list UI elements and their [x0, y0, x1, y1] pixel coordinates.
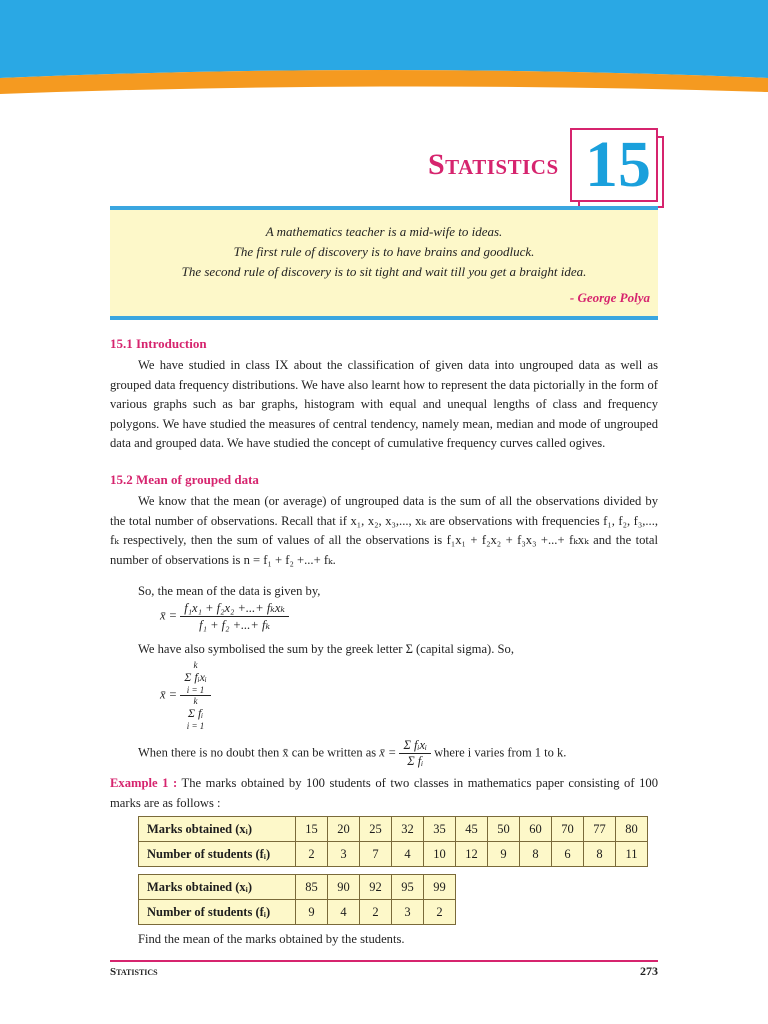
sum-lower-limit: i = 1	[186, 685, 205, 695]
table-cell: 2	[296, 842, 328, 867]
formula-numerator: Σ fᵢxᵢ	[399, 738, 431, 754]
quote-line: A mathematics teacher is a mid-wife to ideas.	[265, 224, 503, 239]
row-head-students: Number of students (fᵢ)	[139, 900, 296, 925]
sigma-formula	[160, 660, 211, 731]
table-cell: 9	[488, 842, 520, 867]
question-line: Find the mean of the marks obtained by the students.	[138, 932, 405, 946]
formula-denominator: f₁ + f₂ +...+ fₖ	[199, 618, 271, 632]
table-cell: 2	[424, 900, 456, 925]
table-cell: 95	[392, 875, 424, 900]
formula-fraction	[180, 660, 211, 731]
short-mean-line	[138, 738, 658, 769]
footer-chapter: Statistics	[110, 966, 158, 978]
chapter-title: Statistics	[428, 148, 559, 181]
formula-lhs: x̄ =	[160, 687, 178, 702]
table-cell: 70	[552, 817, 584, 842]
formula-fraction	[399, 738, 431, 769]
table-cell: 4	[392, 842, 424, 867]
quote-author: - George Polya	[569, 290, 650, 305]
example-text: The marks obtained by 100 students of two classes in mathematics paper consisting of 100 marks are as follows :	[110, 776, 658, 810]
table-cell: 6	[552, 842, 584, 867]
table-cell: 35	[424, 817, 456, 842]
introduction-paragraph	[110, 356, 658, 454]
formula-denominator	[180, 696, 211, 731]
table-cell: 7	[360, 842, 392, 867]
footer-rule	[110, 960, 658, 962]
table-cell: 12	[456, 842, 488, 867]
marks-table-2	[138, 874, 456, 925]
table-row	[139, 817, 648, 842]
quote-line: The first rule of discovery is to have brains and goodluck.	[233, 244, 535, 259]
table-cell: 8	[584, 842, 616, 867]
sum-numerator: Σ fᵢxᵢ	[184, 670, 207, 684]
section-heading-introduction: 15.1 Introduction	[110, 336, 207, 351]
table-cell: 32	[392, 817, 424, 842]
example-paragraph	[110, 774, 658, 813]
table-cell: 9	[296, 900, 328, 925]
quote-box	[110, 206, 658, 320]
table-cell: 25	[360, 817, 392, 842]
section-heading-mean: 15.2 Mean of grouped data	[110, 472, 259, 487]
table-cell: 15	[296, 817, 328, 842]
formula-lhs: x̄ =	[160, 608, 178, 623]
introduction-text: We have studied in class IX about the classification of given data into ungrouped data as well as grouped data frequency distributions. We have also learnt how to represent the data pictorially in the form of various graphs such as bar graphs, histogram with equal and unequal lengths of class and frequency polygons. We have studied the measures of central tendency, namely mean, median and mode of ungrouped data and grouped data. We have studied the concept of cumulative frequency curves called ogives.	[110, 358, 658, 450]
formula-lhs: x̄ =	[379, 745, 397, 760]
table-cell: 99	[424, 875, 456, 900]
table-row	[139, 842, 648, 867]
quote-line: The second rule of discovery is to sit tight and wait till you get a braight idea.	[181, 264, 587, 279]
sum-upper-limit: k	[193, 696, 198, 706]
mean-text: We know that the mean (or average) of ungrouped data is the sum of all the observations divided by the total number of observations. Recall that if x₁, x₂, x₃,..., xₖ are observations with frequencies f₁, f₂, f₃,..., fₖ respectively, then the sum of values of all the observations is f₁x₁ + f₂x₂ + f₃x₃ +...+ fₖxₖ and the total number of observations is n = f₁ + f₂ +...+ fₖ.	[110, 494, 658, 567]
table-cell: 11	[616, 842, 648, 867]
mean-paragraph-2	[110, 582, 658, 602]
table-cell: 20	[328, 817, 360, 842]
table-cell: 4	[328, 900, 360, 925]
table-cell: 8	[520, 842, 552, 867]
mean-text-2: So, the mean of the data is given by,	[138, 584, 321, 598]
sum-upper-limit: k	[193, 660, 198, 670]
table-cell: 85	[296, 875, 328, 900]
row-head-marks: Marks obtained (xᵢ)	[139, 817, 296, 842]
marks-table-1	[138, 816, 648, 867]
row-head-students: Number of students (fᵢ)	[139, 842, 296, 867]
page-number: 273	[640, 964, 658, 978]
mean-paragraph	[110, 492, 658, 570]
formula-numerator	[180, 660, 211, 696]
example-label: Example 1 :	[110, 776, 178, 790]
table-cell: 90	[328, 875, 360, 900]
sum-denominator: Σ fᵢ	[187, 706, 204, 720]
formula-denominator: Σ fᵢ	[407, 754, 424, 768]
table-row	[139, 875, 456, 900]
table-cell: 50	[488, 817, 520, 842]
table-cell: 2	[360, 900, 392, 925]
header-band	[0, 0, 768, 100]
sigma-text: We have also symbolised the sum by the greek letter Σ (capital sigma). So,	[138, 642, 514, 656]
table-cell: 80	[616, 817, 648, 842]
table-cell: 10	[424, 842, 456, 867]
sigma-paragraph	[110, 640, 658, 660]
table-cell: 45	[456, 817, 488, 842]
table-cell: 60	[520, 817, 552, 842]
formula-fraction	[180, 600, 289, 633]
table-row	[139, 900, 456, 925]
chapter-number: 15	[585, 128, 651, 201]
table-cell: 3	[392, 900, 424, 925]
row-head-marks: Marks obtained (xᵢ)	[139, 875, 296, 900]
table-cell: 92	[360, 875, 392, 900]
mean-formula	[160, 600, 289, 633]
short-mean-text: When there is no doubt then x̄ can be written as	[138, 745, 377, 760]
sum-lower-limit: i = 1	[186, 721, 205, 731]
short-mean-text-end: where i varies from 1 to k.	[434, 745, 567, 760]
table-cell: 77	[584, 817, 616, 842]
table-cell: 3	[328, 842, 360, 867]
formula-numerator: f₁x₁ + f₂x₂ +...+ fₖxₖ	[180, 600, 289, 617]
